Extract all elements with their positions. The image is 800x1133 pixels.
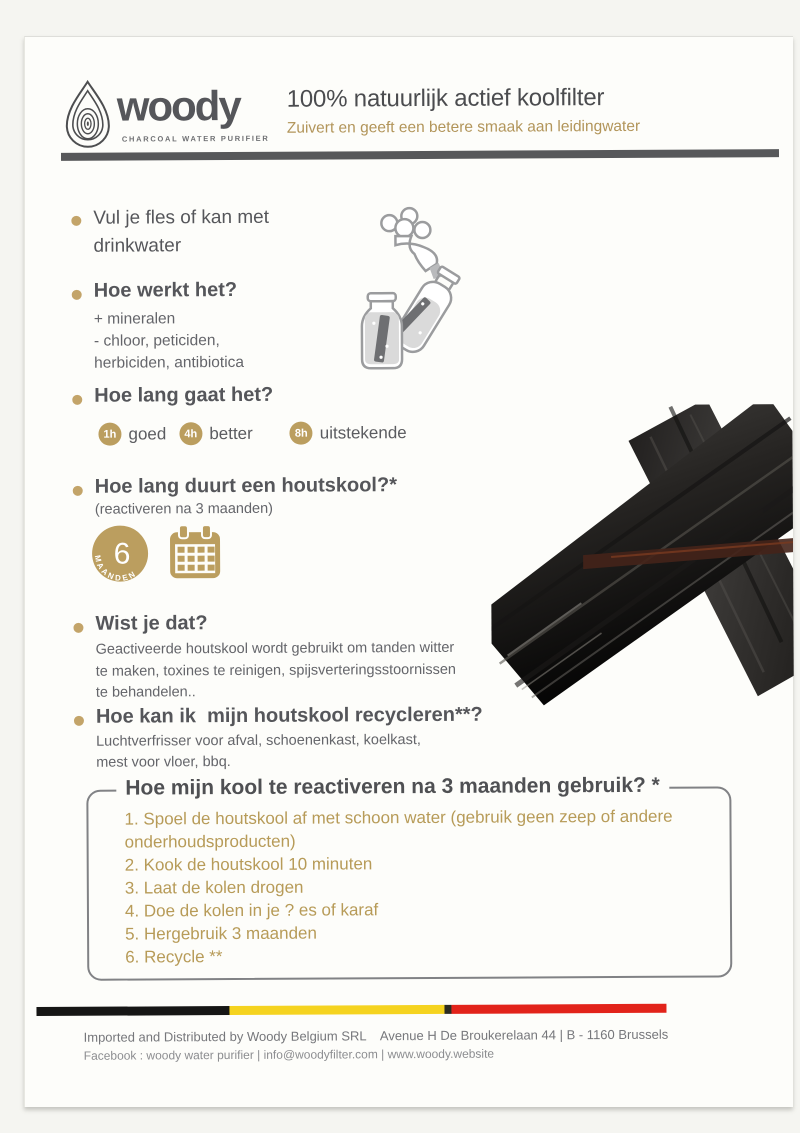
charcoal-sticks-photo: [490, 404, 794, 716]
milk-bottle-with-charcoal-icon: [362, 293, 402, 368]
hour-label: better: [209, 423, 253, 443]
bullet-dot: [72, 290, 82, 300]
reactivation-box-title: Hoe mijn kool te reactiveren na 3 maanden gebruik? *: [116, 774, 669, 801]
flag-black-segment: [36, 1006, 229, 1016]
reactivation-step: 1. Spoel de houtskool af met schoon water (gebruik geen zeep of andere onderhoudsproducten): [124, 806, 673, 852]
duration-badges: [98, 421, 406, 446]
bullet-fill-text: [93, 204, 269, 261]
bullet-dot: [71, 216, 81, 226]
recycle-line: Luchtverfrisser voor afval, schoenenkast, koelkast,: [96, 732, 421, 750]
calendar-icon: [167, 524, 223, 582]
footer-distributor-line: Imported and Distributed by Woody Belgium SRL Avenue H De Broukerelaan 44 | B - 1160 Brussels: [83, 1026, 669, 1045]
page-title: 100% natuurlijk actief koolfilter: [286, 84, 605, 113]
reactivation-step: 5. Hergebruik 3 maanden: [125, 923, 317, 944]
reactivation-box: [86, 773, 732, 980]
flag-dark-sliver: [444, 1005, 451, 1014]
bullet-dot: [72, 395, 82, 405]
didyouknow-line: Geactiveerde houtskool wordt gebruikt om tanden witter: [95, 639, 455, 658]
bullet-recycle-title: Hoe kan ik mijn houtskool recycleren**?: [95, 703, 483, 728]
hour-badge-1h: 1h: [98, 423, 121, 446]
scanned-leaflet: [24, 36, 793, 1107]
bullet-dot: [74, 716, 84, 726]
six-months-badge: [89, 522, 151, 584]
bullet-fill-line2: drinkwater: [93, 235, 182, 257]
bullet-lifespan-title: Hoe lang duurt een houtskool?*: [94, 474, 398, 498]
how-line: + mineralen: [93, 310, 176, 328]
recycle-line: mest voor vloer, bbq.: [96, 753, 231, 771]
recycle-text: [96, 730, 421, 773]
didyouknow-text: [96, 638, 457, 704]
bullet-duration-title: Hoe lang gaat het?: [94, 383, 274, 407]
bullet-dot: [73, 623, 83, 633]
badge-group: [290, 421, 407, 445]
reactivation-step: 3. Laat de kolen drogen: [124, 877, 304, 898]
bullet-how-title: Hoe werkt het?: [93, 278, 238, 302]
months-number: 6: [113, 537, 131, 571]
flag-red-segment: [451, 1004, 666, 1014]
leaflet-content: [22, 35, 796, 1109]
reactivation-steps: [124, 805, 711, 969]
flag-yellow-segment: [229, 1005, 444, 1015]
header-divider: [61, 149, 779, 161]
bullet-dot: [73, 486, 83, 496]
months-word: MAANDEN: [92, 554, 139, 583]
how-line: herbiciden, antibiotica: [94, 353, 245, 372]
reactivation-step: 4. Doe de kolen in je ? es of karaf: [124, 900, 379, 921]
logo-tagline: CHARCOAL WATER PURIFIER: [121, 133, 270, 144]
page-subtitle: Zuivert en geeft een betere smaak aan leidingwater: [286, 117, 641, 137]
hour-badge-8h: 8h: [290, 422, 313, 445]
logo-wordmark: woody: [116, 81, 240, 130]
water-tap-icon: [381, 208, 437, 271]
badge-group: [179, 422, 253, 445]
didyouknow-line: te maken, toxines te reinigen, spijsverteringsstoornissen: [95, 661, 457, 680]
lifespan-note: (reactiveren na 3 maanden): [94, 500, 274, 518]
bullet-fill-line1: Vul je fles of kan met: [93, 206, 270, 229]
bullet-how-lines: [94, 308, 244, 375]
bullet-didyouknow-title: Wist je dat?: [95, 612, 208, 635]
how-line: - chloor, peticiden,: [93, 332, 220, 350]
hour-label: uitstekende: [319, 422, 407, 443]
hour-label: goed: [128, 423, 167, 444]
hour-badge-4h: 4h: [179, 422, 202, 445]
woodgrain-droplet-icon: [59, 79, 117, 151]
belgian-flag-bar: [36, 1004, 666, 1016]
didyouknow-line: te behandelen..: [95, 684, 196, 701]
tap-and-bottles-illustration: [329, 205, 515, 374]
reactivation-step: 6. Recycle **: [125, 947, 223, 967]
badge-group: [98, 422, 166, 445]
footer-contact-line: Facebook : woody water purifier | info@woodyfilter.com | www.woody.website: [83, 1046, 495, 1063]
reactivation-step: 2. Kook de houtskool 10 minuten: [124, 854, 373, 875]
